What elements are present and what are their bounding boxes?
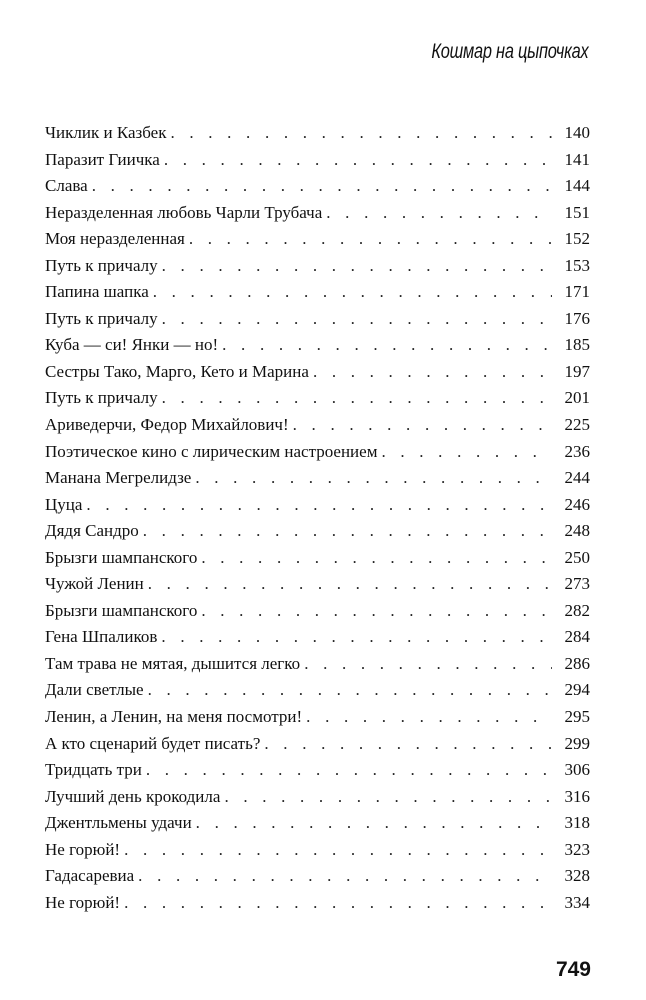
toc-entry-title: Куба — си! Янки — но! xyxy=(45,335,219,355)
toc-entry xyxy=(45,784,590,811)
toc-entry-title: Не горюй! xyxy=(45,892,121,912)
toc-entry-title: Путь к причалу xyxy=(45,255,158,275)
toc-dot-leader xyxy=(189,226,552,253)
toc-entry xyxy=(45,731,590,758)
toc-dot-leader xyxy=(148,571,552,598)
toc-entry-title: Путь к причалу xyxy=(45,308,158,328)
toc-entry-page: 316 xyxy=(564,786,590,806)
toc-dot-leader xyxy=(201,598,552,625)
toc-entry-page: 197 xyxy=(564,361,590,381)
toc-dot-leader xyxy=(306,704,552,731)
toc-entry xyxy=(45,545,590,572)
toc-entry-page: 248 xyxy=(564,521,590,541)
toc-dot-leader xyxy=(264,731,552,758)
toc-entry-title: Дали светлые xyxy=(45,680,144,700)
toc-entry-page: 171 xyxy=(564,282,590,302)
toc-entry-title: Чиклик и Казбек xyxy=(45,123,167,142)
running-head: Кошмар на цыпочках xyxy=(430,40,588,63)
toc-entry-title: Цуца xyxy=(45,494,83,514)
toc-dot-leader xyxy=(196,810,552,837)
toc-entry-page: 244 xyxy=(564,468,590,488)
toc-dot-leader xyxy=(146,757,552,784)
toc-entry xyxy=(45,863,590,890)
toc-entry xyxy=(45,200,590,227)
toc-dot-leader xyxy=(148,677,552,704)
toc-entry-title: Не горюй! xyxy=(45,839,121,859)
toc-entry-title: Путь к причалу xyxy=(45,388,158,408)
toc-dot-leader xyxy=(161,624,552,651)
toc-entry-title: А кто сценарий будет писать? xyxy=(45,733,261,753)
toc-entry-page: 295 xyxy=(564,707,590,727)
toc-dot-leader xyxy=(153,279,552,306)
toc-dot-leader xyxy=(222,332,552,359)
toc-entry-title: Дядя Сандро xyxy=(45,521,139,541)
toc-entry-title: Чужой Ленин xyxy=(45,574,144,594)
toc-dot-leader xyxy=(162,385,552,412)
toc-entry-page: 151 xyxy=(564,202,590,222)
toc-entry xyxy=(45,492,590,519)
toc-entry-page: 246 xyxy=(564,494,590,514)
toc-entry-title: Там трава не мятая, дышится легко xyxy=(45,653,301,673)
toc-dot-leader xyxy=(201,545,552,572)
toc-entry xyxy=(45,173,590,200)
toc-entry xyxy=(45,518,590,545)
toc-entry xyxy=(45,677,590,704)
toc-dot-leader xyxy=(195,465,552,492)
toc-entry-page: 273 xyxy=(564,574,590,594)
toc-entry-title: Сестры Тако, Марго, Кето и Марина xyxy=(45,361,309,381)
toc-entry xyxy=(45,890,590,917)
toc-entry xyxy=(45,385,590,412)
toc-entry xyxy=(45,332,590,359)
toc-entry-page: 140 xyxy=(564,123,590,142)
toc-entry xyxy=(45,598,590,625)
toc-dot-leader xyxy=(138,863,552,890)
toc-entry-title: Джентльмены удачи xyxy=(45,813,192,833)
toc-entry-page: 306 xyxy=(564,760,590,780)
toc-entry-page: 318 xyxy=(564,813,590,833)
toc-entry-page: 286 xyxy=(564,653,590,673)
toc-dot-leader xyxy=(304,651,552,678)
toc-dot-leader xyxy=(143,518,552,545)
toc-entry-page: 282 xyxy=(564,600,590,620)
toc-dot-leader xyxy=(164,147,552,174)
toc-dot-leader xyxy=(86,492,552,519)
toc-dot-leader xyxy=(124,837,552,864)
toc-entry-page: 294 xyxy=(564,680,590,700)
toc-entry-page: 201 xyxy=(564,388,590,408)
toc-dot-leader xyxy=(124,890,552,917)
table-of-contents xyxy=(45,120,590,916)
toc-entry xyxy=(45,226,590,253)
toc-entry xyxy=(45,704,590,731)
toc-entry-title: Гена Шпаликов xyxy=(45,627,158,647)
toc-entry-title: Гадасаревиа xyxy=(45,866,135,886)
toc-entry xyxy=(45,651,590,678)
toc-entry-page: 185 xyxy=(564,335,590,355)
toc-entry xyxy=(45,147,590,174)
toc-entry-title: Лучший день крокодила xyxy=(45,786,221,806)
toc-entry xyxy=(45,412,590,439)
toc-entry-title: Брызги шампанского xyxy=(45,547,198,567)
toc-entry-page: 236 xyxy=(564,441,590,461)
toc-dot-leader xyxy=(313,359,552,386)
toc-entry-page: 141 xyxy=(564,149,590,169)
toc-entry-page: 328 xyxy=(564,866,590,886)
toc-entry-page: 250 xyxy=(564,547,590,567)
toc-entry xyxy=(45,624,590,651)
toc-entry-title: Ленин, а Ленин, на меня посмотри! xyxy=(45,707,303,727)
toc-entry-title: Ариведерчи, Федор Михайлович! xyxy=(45,415,289,435)
toc-entry-title: Слава xyxy=(45,176,88,196)
toc-entry-title: Тридцать три xyxy=(45,760,142,780)
toc-entry-title: Поэтическое кино с лирическим настроением xyxy=(45,441,378,461)
toc-dot-leader xyxy=(293,412,552,439)
toc-entry xyxy=(45,253,590,280)
toc-entry-title: Папина шапка xyxy=(45,282,149,302)
toc-dot-leader xyxy=(381,439,552,466)
toc-entry-page: 144 xyxy=(564,176,590,196)
toc-entry xyxy=(45,837,590,864)
toc-entry xyxy=(45,359,590,386)
toc-entry-title: Брызги шампанского xyxy=(45,600,198,620)
toc-dot-leader xyxy=(224,784,552,811)
toc-entry xyxy=(45,757,590,784)
toc-entry-page: 153 xyxy=(564,255,590,275)
toc-entry xyxy=(45,306,590,333)
toc-entry-page: 323 xyxy=(564,839,590,859)
toc-entry xyxy=(45,465,590,492)
toc-entry-page: 225 xyxy=(564,415,590,435)
toc-entry-title: Паразит Гиичка xyxy=(45,149,160,169)
toc-entry-page: 299 xyxy=(564,733,590,753)
toc-entry xyxy=(45,810,590,837)
toc-entry xyxy=(45,120,590,147)
toc-dot-leader xyxy=(162,306,552,333)
toc-entry xyxy=(45,571,590,598)
toc-dot-leader xyxy=(92,173,552,200)
toc-entry-page: 334 xyxy=(564,892,590,912)
toc-entry-page: 152 xyxy=(564,229,590,249)
toc-entry xyxy=(45,439,590,466)
toc-entry-page: 284 xyxy=(564,627,590,647)
toc-entry-title: Моя неразделенная xyxy=(45,229,185,249)
toc-dot-leader xyxy=(170,120,552,147)
toc-entry-title: Манана Мегрелидзе xyxy=(45,468,192,488)
toc-entry-title: Неразделенная любовь Чарли Трубача xyxy=(45,202,323,222)
page-number: 749 xyxy=(555,958,591,981)
toc-entry-page: 176 xyxy=(564,308,590,328)
toc-dot-leader xyxy=(162,253,552,280)
toc-dot-leader xyxy=(326,200,552,227)
toc-entry xyxy=(45,279,590,306)
